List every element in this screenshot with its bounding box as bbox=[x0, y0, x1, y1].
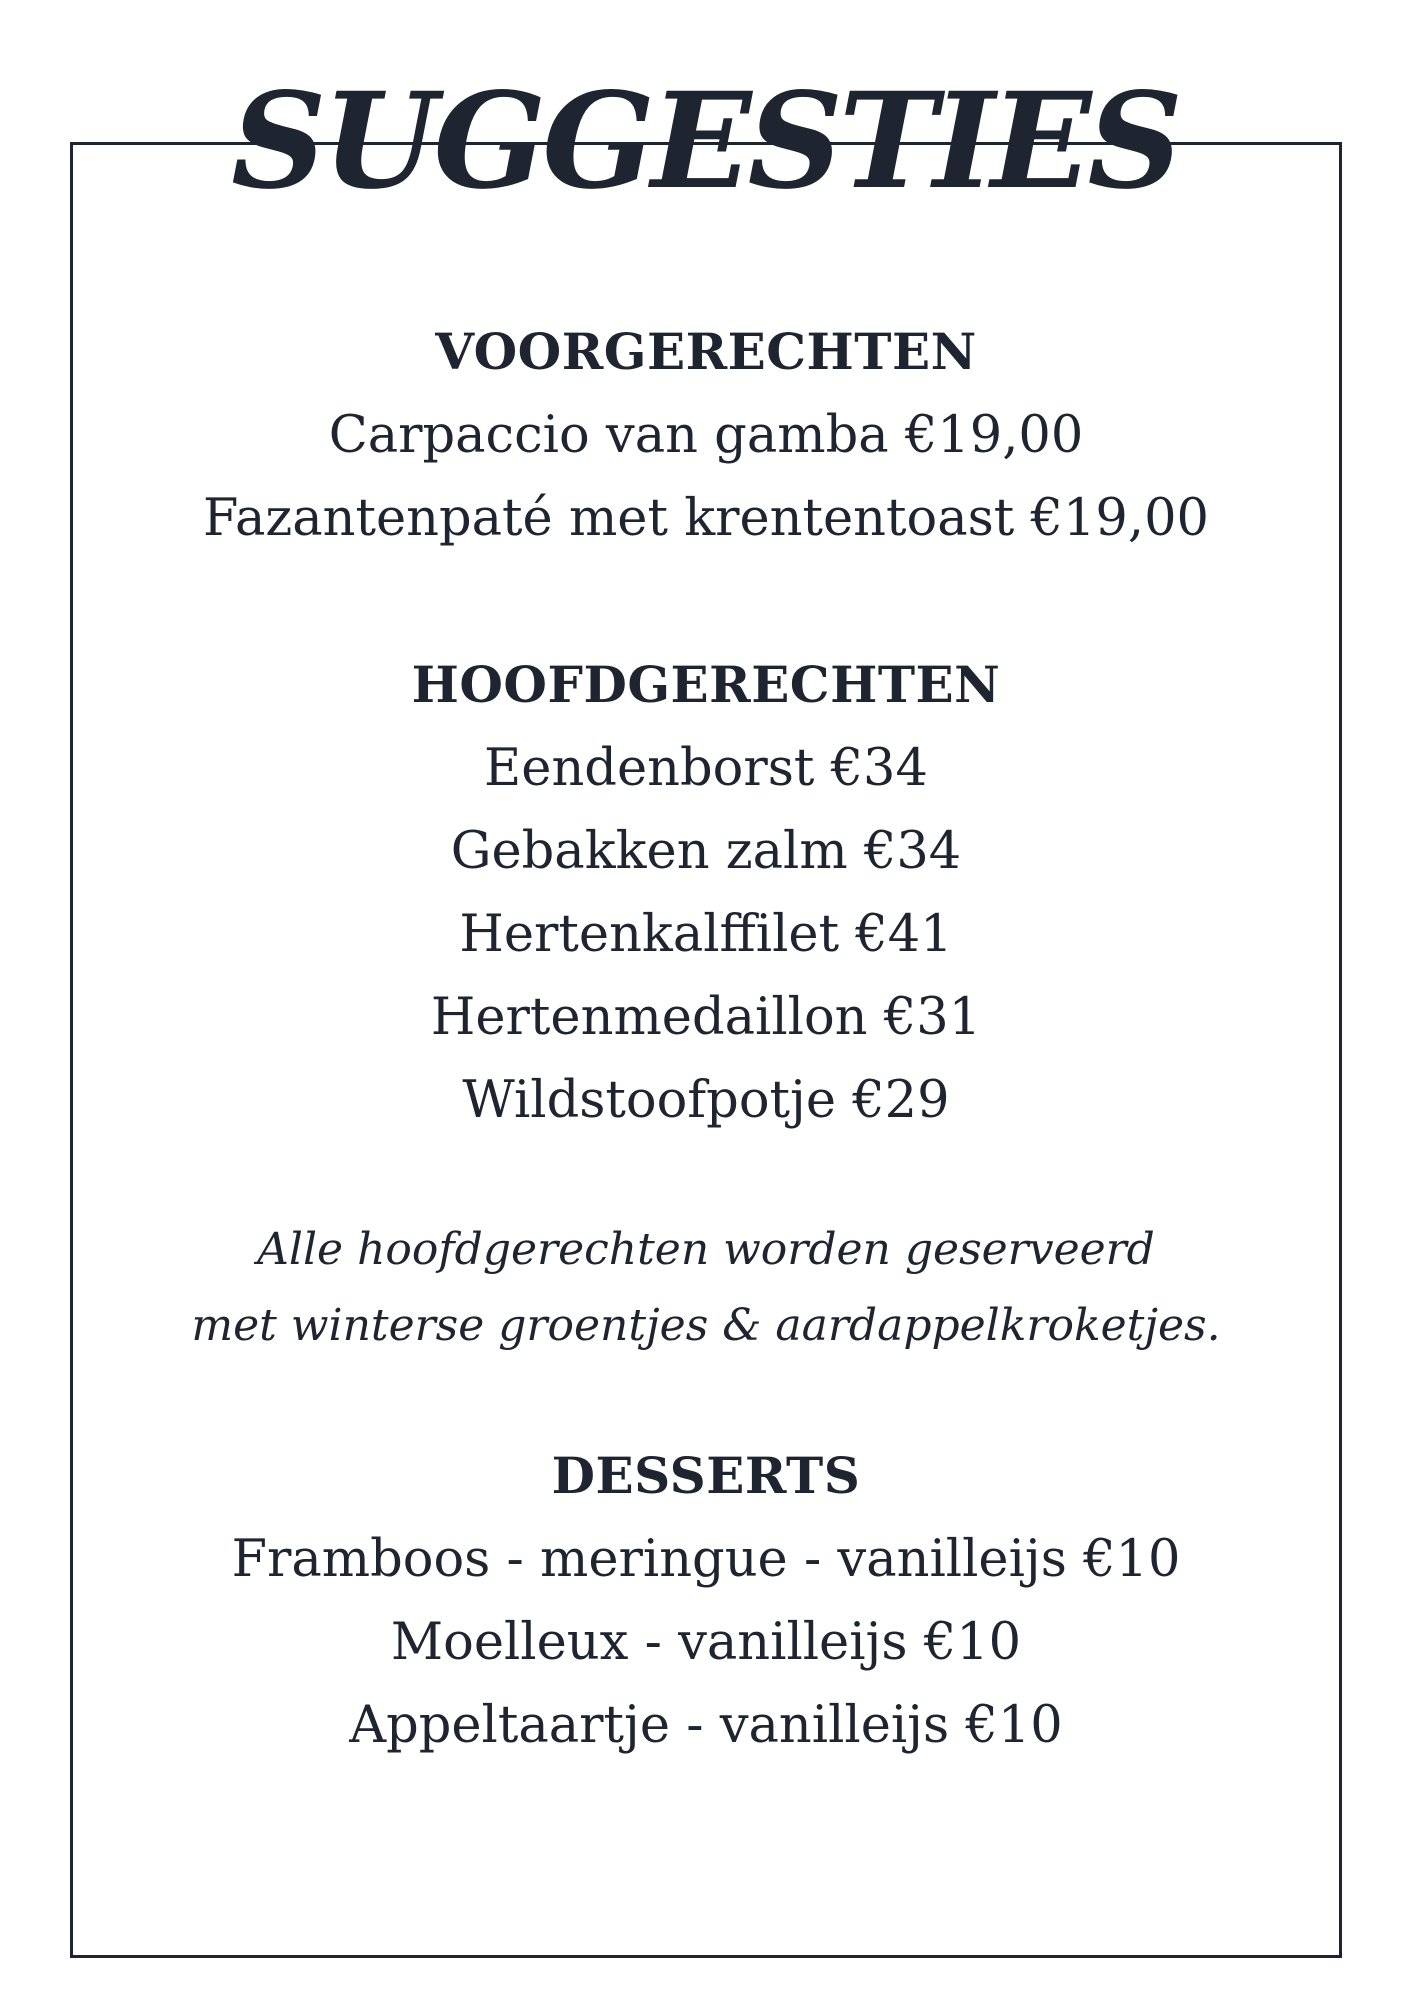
menu-item: Wildstoofpotje €29 bbox=[462, 1071, 950, 1130]
menu-item: Moelleux - vanilleijs €10 bbox=[390, 1613, 1022, 1672]
menu-item: Hertenmedaillon €31 bbox=[430, 988, 982, 1047]
menu-title-text: SUGGESTIES bbox=[231, 64, 1179, 219]
mains-side-note-line: Alle hoofdgerechten worden geserveerd bbox=[257, 1224, 1155, 1275]
section-voorgerechten bbox=[70, 310, 1342, 560]
section-heading-desserts: DESSERTS bbox=[551, 1446, 861, 1505]
section-heading-voorgerechten: VOORGERECHTEN bbox=[435, 322, 977, 381]
menu-content bbox=[70, 310, 1342, 1767]
menu-item: Gebakken zalm €34 bbox=[450, 822, 962, 881]
menu-item: Fazantenpaté met krententoast €19,00 bbox=[203, 489, 1209, 548]
mains-side-note bbox=[70, 1212, 1342, 1364]
menu-item: Hertenkalffilet €41 bbox=[459, 905, 953, 964]
section-hoofdgerechten bbox=[70, 643, 1342, 1142]
section-heading-hoofdgerechten: HOOFDGERECHTEN bbox=[411, 655, 1001, 714]
menu-item: Eendenborst €34 bbox=[484, 739, 928, 798]
menu-item: Carpaccio van gamba €19,00 bbox=[328, 406, 1084, 465]
section-desserts bbox=[70, 1434, 1342, 1767]
menu-title bbox=[0, 62, 1410, 222]
mains-side-note-line: met winterse groentjes & aardappelkroketjes. bbox=[191, 1300, 1221, 1351]
menu-item: Appeltaartje - vanilleijs €10 bbox=[349, 1696, 1063, 1755]
menu-item: Framboos - meringue - vanilleijs €10 bbox=[231, 1530, 1181, 1589]
